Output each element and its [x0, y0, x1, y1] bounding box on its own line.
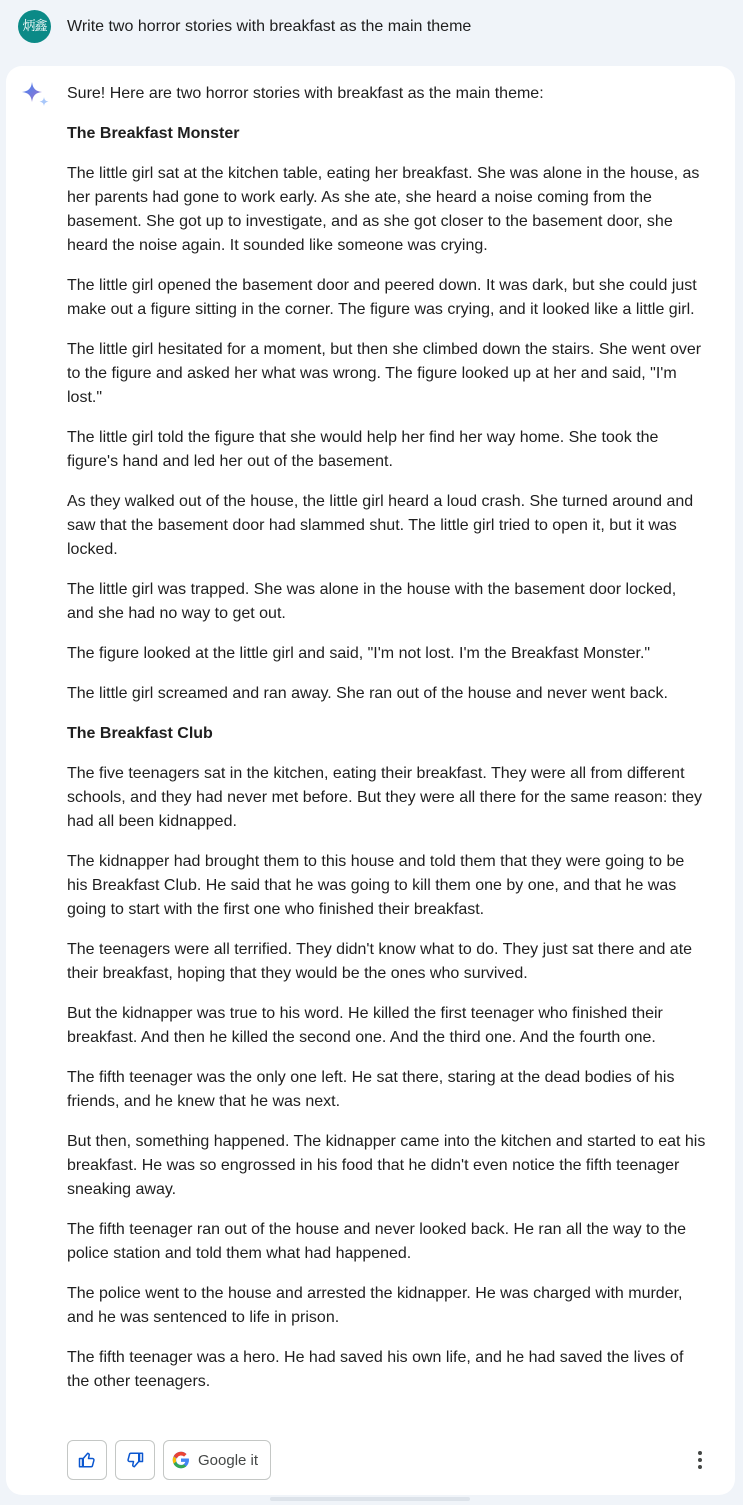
- user-avatar[interactable]: 炳鑫: [18, 10, 51, 43]
- response-card: [6, 66, 735, 1495]
- google-it-label: Google it: [198, 1451, 259, 1469]
- more-vertical-icon: [698, 1451, 702, 1455]
- thumbs-down-button[interactable]: [115, 1440, 155, 1480]
- google-g-icon: [172, 1451, 190, 1469]
- thumbs-down-icon: [126, 1451, 144, 1469]
- thumbs-up-icon: [78, 1451, 96, 1469]
- scroll-indicator[interactable]: [270, 1497, 470, 1501]
- story-paragraph: The kidnapper had brought them to this house and told them that they were going to be his Breakfast Club. He said that he was going to kill them one by one, and that he was going to start with the first one who finished their breakfast.: [67, 853, 685, 918]
- more-vertical-icon: [698, 1465, 702, 1469]
- story-paragraph: The little girl was trapped. She was alone in the house with the basement door locked, and she had no way to get out.: [67, 581, 677, 622]
- story-paragraph: The little girl hesitated for a moment, but then she climbed down the stairs. She went over to the figure and asked her what was wrong. The figure looked up at her and said, "I'm lost.": [67, 341, 702, 406]
- story-paragraph: The teenagers were all terrified. They didn't know what to do. They just sat there and ate their breakfast, hoping that they would be the ones who survived.: [67, 941, 693, 982]
- story-paragraph: The little girl screamed and ran away. She ran out of the house and never went back.: [67, 685, 668, 702]
- story-paragraph: The figure looked at the little girl and said, "I'm not lost. I'm the Breakfast Monster.": [67, 645, 651, 662]
- story-paragraph: The fifth teenager ran out of the house and never looked back. He ran all the way to the police station and told them what had happened.: [67, 1221, 687, 1262]
- response-body: [67, 82, 707, 1410]
- story-paragraph: The little girl sat at the kitchen table, eating her breakfast. She was alone in the house, as her parents had gone to work early. As she ate, she heard a noise coming from the basement. She got up to investigate, and as she got closer to the basement door, she heard the noise again. It sounded like someone was crying.: [67, 165, 700, 254]
- story-title: The Breakfast Club: [67, 725, 213, 742]
- prompt-row: [0, 0, 743, 54]
- thumbs-up-button[interactable]: [67, 1440, 107, 1480]
- story-paragraph: As they walked out of the house, the little girl heard a loud crash. She turned around and saw that the basement door had slammed shut. The little girl tried to open it, but it was locked.: [67, 493, 694, 558]
- story-title: The Breakfast Monster: [67, 125, 240, 142]
- story-paragraph: The little girl opened the basement door and peered down. It was dark, but she could just make out a figure sitting in the corner. The figure was crying, and it looked like a little girl.: [67, 277, 697, 318]
- story-paragraph: The fifth teenager was the only one left. He sat there, staring at the dead bodies of his friends, and he knew that he was next.: [67, 1069, 675, 1110]
- story-paragraph: The fifth teenager was a hero. He had saved his own life, and he had saved the lives of the other teenagers.: [67, 1349, 684, 1390]
- story-paragraph: The little girl told the figure that she would help her find her way home. She took the figure's hand and led her out of the basement.: [67, 429, 659, 470]
- prompt-text: Write two horror stories with breakfast as the main theme: [67, 18, 472, 35]
- response-actions: [67, 1440, 271, 1480]
- story-paragraph: But the kidnapper was true to his word. He killed the first teenager who finished their breakfast. And then he killed the second one. And the third one. And the fourth one.: [67, 1005, 663, 1046]
- story-paragraph: The five teenagers sat in the kitchen, eating their breakfast. They were all from different schools, and they had never met before. But they were all there for the same reason: they had all been kidnapped.: [67, 765, 703, 830]
- sparkle-icon: [20, 80, 50, 110]
- more-vertical-icon: [698, 1458, 702, 1462]
- story-paragraph: The police went to the house and arrested the kidnapper. He was charged with murder, and he was sentenced to life in prison.: [67, 1285, 683, 1326]
- google-it-button[interactable]: [163, 1440, 271, 1480]
- more-options-button[interactable]: [690, 1448, 710, 1472]
- response-intro: Sure! Here are two horror stories with breakfast as the main theme:: [67, 85, 544, 102]
- story-paragraph: But then, something happened. The kidnapper came into the kitchen and started to eat his breakfast. He was so engrossed in his food that he didn't even notice the fifth teenager sneaking away.: [67, 1133, 706, 1198]
